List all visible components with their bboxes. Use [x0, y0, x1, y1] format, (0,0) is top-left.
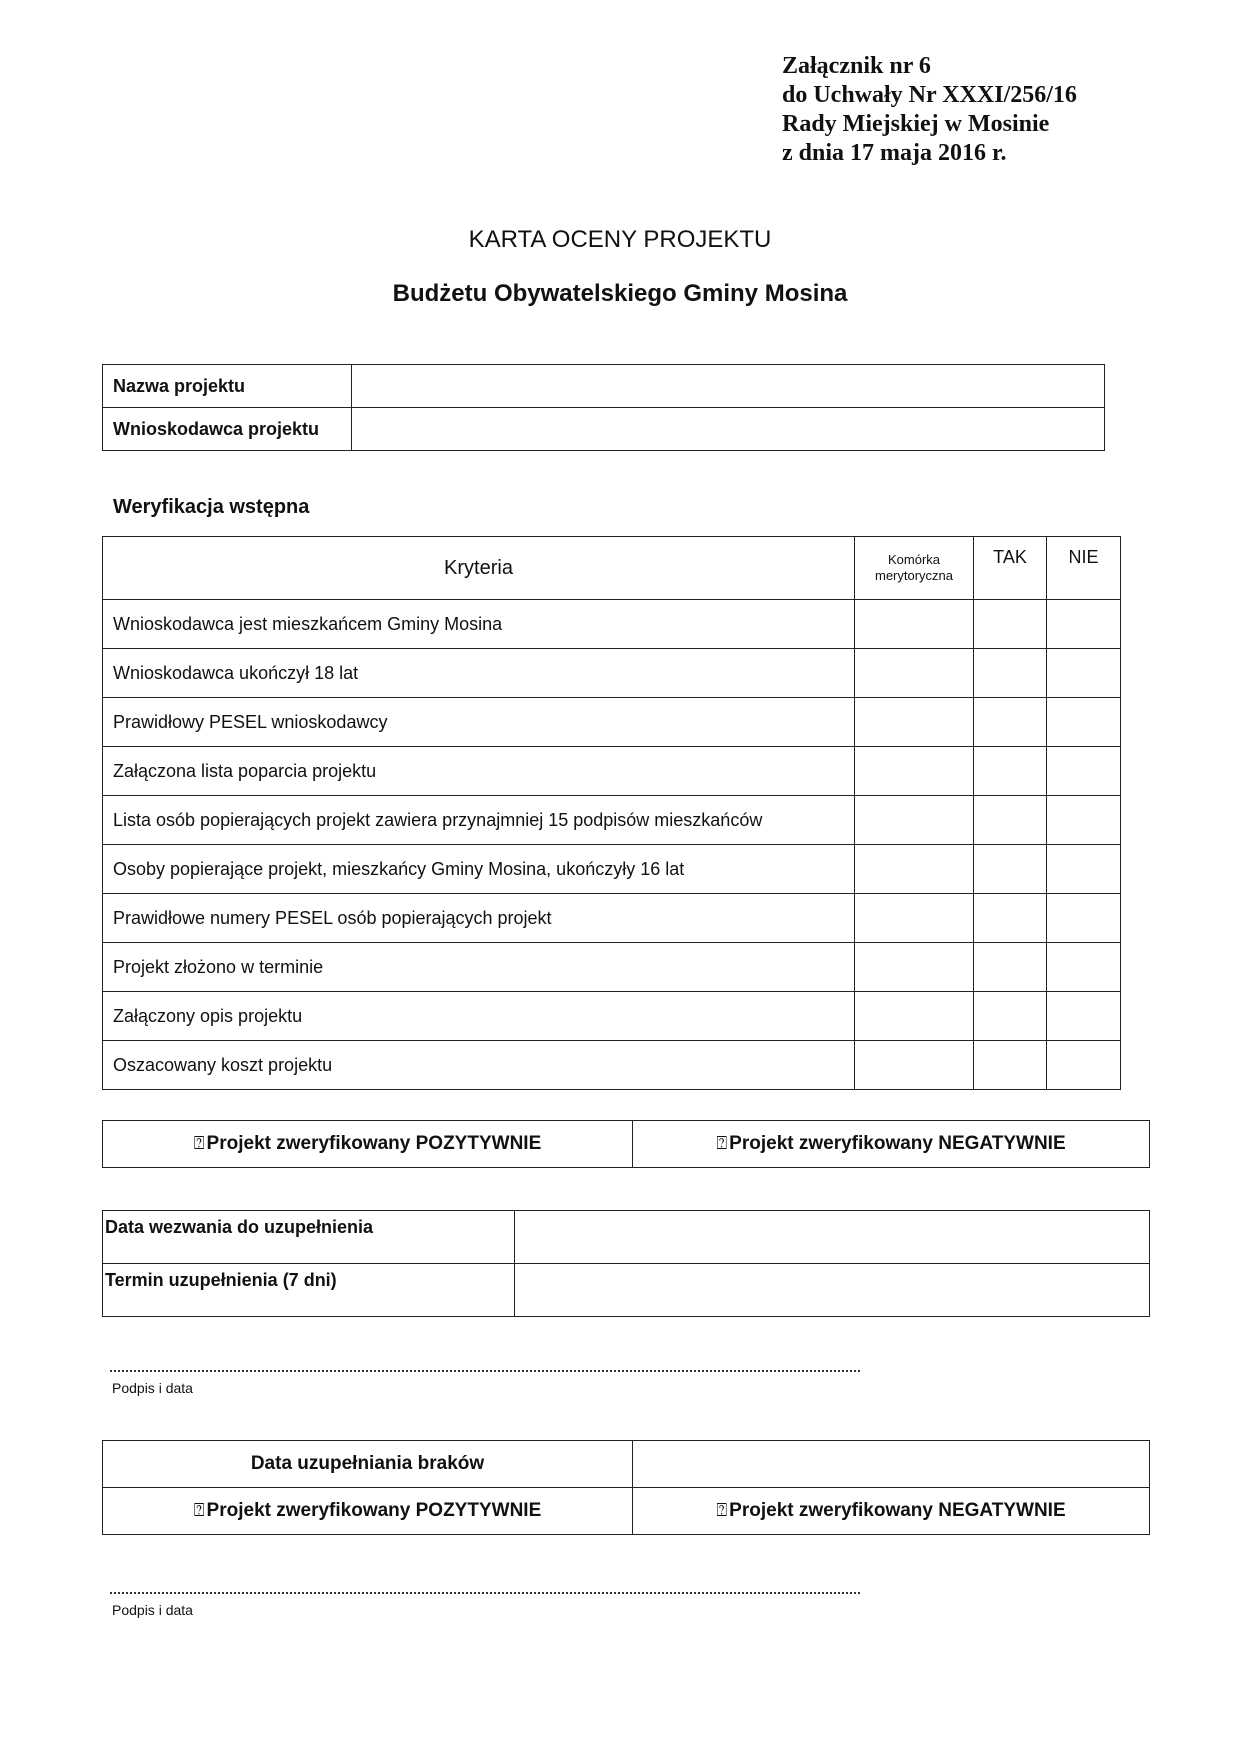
- completion-date-label: Data uzupełniania braków: [103, 1441, 633, 1488]
- checkbox-icon[interactable]: ⍰: [716, 1133, 728, 1154]
- unit-cell[interactable]: [855, 1041, 974, 1090]
- unit-cell[interactable]: [855, 796, 974, 845]
- table-header-row: [103, 537, 1121, 600]
- header-line: z dnia 17 maja 2016 r.: [782, 140, 1007, 166]
- yes-cell[interactable]: [974, 796, 1047, 845]
- criteria-table: [102, 536, 1121, 1090]
- project-name-label: Nazwa projektu: [103, 365, 352, 408]
- criterion-label: Wnioskodawca ukończył 18 lat: [103, 649, 855, 698]
- signature-line[interactable]: [110, 1592, 860, 1594]
- yes-cell[interactable]: [974, 992, 1047, 1041]
- no-cell[interactable]: [1047, 894, 1121, 943]
- checkbox-icon[interactable]: ⍰: [193, 1500, 205, 1521]
- unit-cell[interactable]: [855, 747, 974, 796]
- yes-cell[interactable]: [974, 747, 1047, 796]
- table-row: [103, 1264, 1150, 1317]
- table-row: [103, 894, 1121, 943]
- yes-cell[interactable]: [974, 845, 1047, 894]
- yes-cell[interactable]: [974, 698, 1047, 747]
- header-line: Załącznik nr 6: [782, 53, 931, 79]
- positive-option[interactable]: [103, 1488, 633, 1535]
- negative-label: Projekt zweryfikowany NEGATYWNIE: [729, 1133, 1066, 1154]
- header-line: do Uchwały Nr XXXI/256/16: [782, 82, 1077, 108]
- checkbox-icon[interactable]: ⍰: [193, 1133, 205, 1154]
- document-subtitle: Budżetu Obywatelskiego Gminy Mosina: [392, 280, 848, 307]
- criterion-label: Projekt złożono w terminie: [103, 943, 855, 992]
- criterion-label: Załączona lista poparcia projektu: [103, 747, 855, 796]
- deadline-field[interactable]: [515, 1264, 1150, 1317]
- applicant-label: Wnioskodawca projektu: [103, 408, 352, 451]
- table-row: [103, 698, 1121, 747]
- negative-option[interactable]: [633, 1488, 1150, 1535]
- checkbox-icon[interactable]: ⍰: [716, 1500, 728, 1521]
- yes-cell[interactable]: [974, 894, 1047, 943]
- no-cell[interactable]: [1047, 796, 1121, 845]
- positive-label: Projekt zweryfikowany POZYTYWNIE: [206, 1500, 542, 1521]
- applicant-field[interactable]: [352, 408, 1105, 451]
- project-name-field[interactable]: [352, 365, 1105, 408]
- completion-table: [102, 1440, 1150, 1535]
- yes-cell[interactable]: [974, 943, 1047, 992]
- table-row: [103, 747, 1121, 796]
- signature-label: Podpis i data: [112, 1380, 193, 1396]
- table-row: [103, 1488, 1150, 1535]
- table-row: [103, 365, 1105, 408]
- yes-cell[interactable]: [974, 1041, 1047, 1090]
- table-row: [103, 649, 1121, 698]
- document-title: KARTA OCENY PROJEKTU: [468, 226, 772, 253]
- no-cell[interactable]: [1047, 943, 1121, 992]
- criterion-label: Wnioskodawca jest mieszkańcem Gminy Mosina: [103, 600, 855, 649]
- unit-cell[interactable]: [855, 698, 974, 747]
- header-line: Rady Miejskiej w Mosinie: [782, 111, 1050, 137]
- criterion-label: Osoby popierające projekt, mieszkańcy Gminy Mosina, ukończyły 16 lat: [103, 845, 855, 894]
- unit-column-header: Komórka merytoryczna: [855, 537, 974, 600]
- no-column-header: NIE: [1047, 537, 1121, 600]
- table-row: [103, 992, 1121, 1041]
- unit-cell[interactable]: [855, 943, 974, 992]
- signature-label: Podpis i data: [112, 1602, 193, 1618]
- table-row: [103, 1121, 1150, 1168]
- call-date-field[interactable]: [515, 1211, 1150, 1264]
- negative-label: Projekt zweryfikowany NEGATYWNIE: [729, 1500, 1066, 1521]
- attachment-header: [782, 52, 1077, 168]
- no-cell[interactable]: [1047, 649, 1121, 698]
- criterion-label: Prawidłowy PESEL wnioskodawcy: [103, 698, 855, 747]
- verification-heading: Weryfikacja wstępna: [113, 496, 310, 518]
- table-row: [103, 845, 1121, 894]
- no-cell[interactable]: [1047, 845, 1121, 894]
- deadline-label: Termin uzupełnienia (7 dni): [103, 1264, 515, 1317]
- table-row: [103, 1041, 1121, 1090]
- signature-line[interactable]: [110, 1370, 860, 1372]
- unit-cell[interactable]: [855, 649, 974, 698]
- criterion-label: Lista osób popierających projekt zawiera przynajmniej 15 podpisów mieszkańców: [103, 796, 855, 845]
- positive-option[interactable]: [103, 1121, 633, 1168]
- table-row: [103, 600, 1121, 649]
- criterion-label: Prawidłowe numery PESEL osób popierających projekt: [103, 894, 855, 943]
- no-cell[interactable]: [1047, 747, 1121, 796]
- call-date-label: Data wezwania do uzupełnienia: [103, 1211, 515, 1264]
- no-cell[interactable]: [1047, 600, 1121, 649]
- table-row: [103, 796, 1121, 845]
- table-row: [103, 943, 1121, 992]
- criteria-column-header: Kryteria: [103, 537, 855, 600]
- positive-label: Projekt zweryfikowany POZYTYWNIE: [206, 1133, 542, 1154]
- unit-cell[interactable]: [855, 894, 974, 943]
- table-row: [103, 408, 1105, 451]
- criterion-label: Załączony opis projektu: [103, 992, 855, 1041]
- table-row: [103, 1211, 1150, 1264]
- yes-column-header: TAK: [974, 537, 1047, 600]
- no-cell[interactable]: [1047, 698, 1121, 747]
- yes-cell[interactable]: [974, 649, 1047, 698]
- project-info-table: [102, 364, 1105, 451]
- no-cell[interactable]: [1047, 1041, 1121, 1090]
- unit-cell[interactable]: [855, 992, 974, 1041]
- supplement-dates-table: [102, 1210, 1150, 1317]
- criterion-label: Oszacowany koszt projektu: [103, 1041, 855, 1090]
- unit-cell[interactable]: [855, 600, 974, 649]
- verdict-table: [102, 1120, 1150, 1168]
- unit-cell[interactable]: [855, 845, 974, 894]
- table-row: [103, 1441, 1150, 1488]
- no-cell[interactable]: [1047, 992, 1121, 1041]
- yes-cell[interactable]: [974, 600, 1047, 649]
- completion-date-field[interactable]: [633, 1441, 1150, 1488]
- negative-option[interactable]: [633, 1121, 1150, 1168]
